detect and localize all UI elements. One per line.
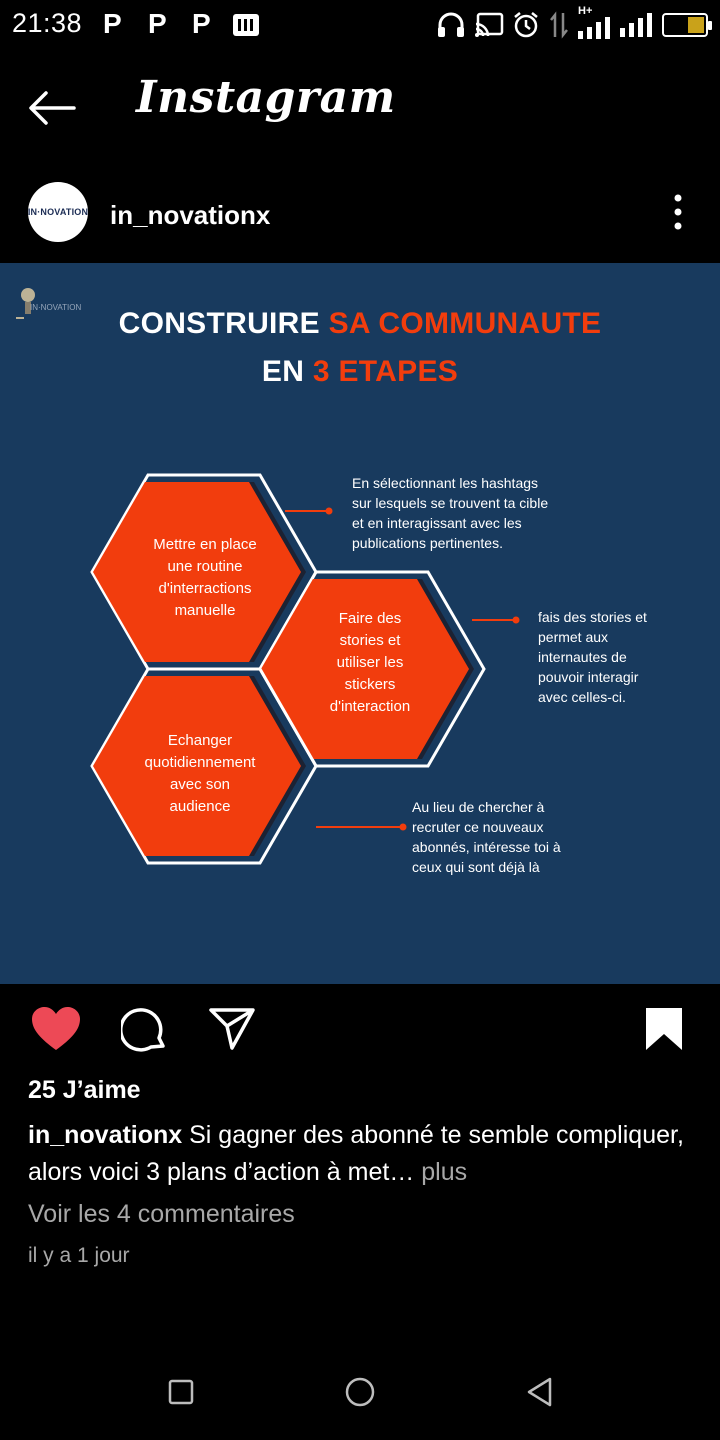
save-button[interactable] [644,1006,694,1056]
signal-icon [620,13,654,37]
status-time: 21:38 [12,8,83,38]
post-username[interactable]: in_novationx [110,200,271,230]
description-line: fais des stories et [538,609,647,625]
image-title-orange: SA COMMUNAUTE [328,307,602,340]
image-title-white: EN [261,355,313,388]
step-label-line: d'interaction [329,698,411,715]
step-2-description [538,607,647,707]
recents-icon [165,1376,197,1408]
home-icon [344,1376,376,1408]
image-title-white: CONSTRUIRE [118,307,329,340]
step-3-label [105,730,295,818]
home-button[interactable] [344,1376,376,1408]
step-1-label [110,534,300,622]
description-line: En sélectionnant les hashtags [352,475,539,491]
status-icons [436,5,708,42]
step-1-description [352,473,548,553]
comment-icon [121,1006,169,1054]
notification-p-icon: P [103,8,122,39]
post-caption [28,1117,692,1191]
step-label-line: d'interractions [158,580,252,597]
description-line: abonnés, intéresse toi à [412,839,561,855]
share-button[interactable] [208,1006,258,1056]
description-line: sur lesquels se trouvent ta cible [352,495,549,511]
caption-text: Si gagner des abonné te semble compliquer, alors voici 3 plans d’action à met… [28,1121,684,1186]
recents-button[interactable] [165,1376,197,1408]
brand-logo-text: IN·NOVATION [30,303,82,312]
step-label-line: stickers [344,676,396,693]
caption-more-link[interactable]: plus [421,1158,468,1186]
step-label-line: Echanger [167,732,233,749]
avatar[interactable] [28,182,88,242]
bookmark-filled-icon [644,1006,684,1052]
description-line: internautes de [538,649,627,665]
alarm-icon [512,11,540,39]
back-nav-button[interactable] [524,1376,556,1408]
image-title-orange: 3 ETAPES [312,355,459,388]
likes-count[interactable]: 25 J’aime [28,1076,141,1104]
step-2-label [275,608,465,718]
post-image[interactable] [0,263,720,984]
post-header [0,178,720,250]
like-button[interactable] [31,1006,81,1056]
cast-icon [474,12,504,38]
step-label-line: une routine [167,558,243,575]
post-timestamp: il y a 1 jour [28,1244,130,1267]
comment-button[interactable] [121,1006,171,1056]
network-type-label: H+ [578,5,593,17]
arrow-left-icon [28,90,76,126]
step-label-line: Faire des [338,610,402,627]
heart-filled-icon [31,1006,81,1052]
send-icon [208,1006,256,1052]
notification-p-icon: P [192,8,211,39]
data-arrows-icon [548,11,570,39]
app-bar [0,58,720,158]
step-label-line: manuelle [174,602,236,619]
pdf-icon [232,12,260,38]
post-actions [0,1000,720,1060]
battery-icon [662,13,708,37]
signal-h-plus-icon [578,5,612,39]
step-label-line: Mettre en place [153,536,257,553]
description-line: ceux qui sont déjà là [412,859,540,875]
system-nav-bar [0,1362,720,1422]
step-3-description [412,797,561,877]
description-line: publications pertinentes. [352,535,503,551]
headphones-icon [436,11,466,39]
description-line: Au lieu de chercher à [412,799,545,815]
caption-username[interactable]: in_novationx [28,1121,183,1149]
back-triangle-icon [524,1376,556,1408]
description-line: et en interagissant avec les [352,515,522,531]
more-options-button[interactable] [666,192,690,232]
back-button[interactable] [28,82,84,134]
description-line: recruter ce nouveaux [412,819,544,835]
notification-p-icon: P [148,8,167,39]
more-vertical-icon [666,192,690,232]
step-label-line: quotidiennement [144,754,256,771]
app-title: Instagram [136,72,396,123]
description-line: permet aux [538,629,609,645]
description-line: avec celles-ci. [538,689,626,705]
status-bar [0,0,720,50]
step-label-line: avec son [169,776,231,793]
avatar-logo-text: IN·NOVATION [28,207,88,217]
step-label-line: audience [169,798,231,815]
step-label-line: stories et [339,632,401,649]
step-label-line: utiliser les [336,654,404,671]
view-comments-link[interactable]: Voir les 4 commentaires [28,1200,295,1228]
description-line: pouvoir interagir [538,669,639,685]
